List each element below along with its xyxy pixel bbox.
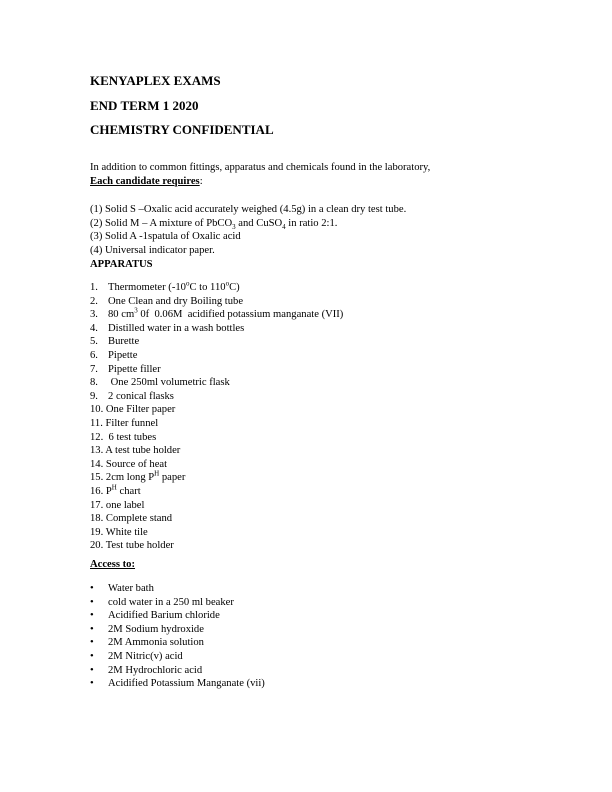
requires-colon: : (199, 175, 203, 187)
item-text: 80 $cm^3$ 0f 0.06M acidified potassium manganate (VII) (108, 306, 344, 321)
item-text: Distilled water in a wash bottles (108, 322, 245, 334)
bullet-icon: • (90, 664, 94, 676)
list-item (90, 636, 265, 650)
list-item (90, 609, 265, 623)
item-text: Thermometer (-10$^o$C to 110$^o$C) (108, 279, 240, 293)
list-item: 12. 6 test tubes (90, 431, 157, 443)
list-item: 11. Filter funnel (90, 417, 159, 429)
apparatus-list (90, 281, 343, 553)
requirement-text: (2) Solid M – A mixture of PbCO (90, 217, 233, 229)
requirement-item: (3) Solid A -1spatula of Oxalic acid (90, 231, 241, 243)
list-item (90, 623, 265, 637)
access-list (90, 582, 265, 691)
bullet-icon: • (90, 637, 94, 649)
bullet-icon: • (90, 623, 94, 635)
list-item: 19. White tile (90, 526, 148, 538)
list-item: 14. Source of heat (90, 458, 168, 470)
list-item: 10. One Filter paper (90, 404, 176, 416)
item-text: One 250ml volumetric flask (108, 377, 230, 389)
item-text: Acidified Potassium Manganate (vii) (108, 678, 265, 690)
list-item (90, 308, 343, 322)
list-item (90, 281, 343, 295)
intro-text: In addition to common fittings, apparatus and chemicals found in the laboratory, (90, 162, 431, 173)
list-item (90, 295, 343, 309)
apparatus-heading: APPARATUS (90, 259, 153, 270)
item-text: Acidified Barium chloride (108, 610, 220, 622)
item-text: 2M Nitric(v) acid (108, 650, 183, 662)
item-text: 2M Hydrochloric acid (108, 664, 203, 676)
item-number: 9. (90, 390, 98, 402)
list-item (90, 582, 265, 596)
bullet-icon: • (90, 583, 94, 594)
requirement-item: (4) Universal indicator paper. (90, 244, 215, 256)
subscript: 4 (282, 222, 286, 231)
item-text: 2M Ammonia solution (108, 637, 204, 649)
item-text: Pipette (108, 349, 138, 361)
header-exam: END TERM 1 2020 (90, 98, 199, 113)
item-number: 3. (90, 309, 98, 321)
intro-block (90, 161, 430, 188)
list-item (90, 596, 265, 610)
list-item (90, 349, 343, 363)
list-item (90, 664, 265, 678)
item-text: Water bath (108, 583, 154, 594)
item-number: 6. (90, 349, 98, 361)
list-item (90, 363, 343, 377)
subscript: 3 (232, 222, 236, 231)
item-number: 8. (90, 377, 98, 389)
item-text: One Clean and dry Boiling tube (108, 295, 244, 307)
item-number: 1. (90, 282, 98, 293)
list-item: 20. Test tube holder (90, 540, 174, 552)
requirement-text: in ratio 2:1. (285, 217, 338, 229)
bullet-icon: • (90, 650, 94, 662)
requirement-text: and CuSO (235, 217, 283, 229)
item-text: 2 conical flasks (108, 390, 174, 402)
bullet-icon: • (90, 678, 94, 690)
header-subject: CHEMISTRY CONFIDENTIAL (90, 122, 274, 137)
requirement-item: (1) Solid S –Oxalic acid accurately weighed (4.5g) in a clean dry test tube. (90, 204, 407, 215)
bullet-icon: • (90, 596, 94, 608)
header-school: KENYAPLEX EXAMS (90, 73, 221, 88)
list-item: 17. one label (90, 499, 145, 511)
item-number: 4. (90, 322, 98, 334)
requires-line (90, 175, 430, 189)
item-number: 7. (90, 363, 98, 375)
list-item (90, 376, 343, 390)
list-item (90, 390, 343, 404)
list-item: 15. 2cm long $P^H$ paper (90, 469, 186, 484)
list-item (90, 650, 265, 664)
requirement-item (90, 217, 406, 231)
list-item: 13. A test tube holder (90, 445, 181, 457)
list-item (90, 335, 343, 349)
list-item (90, 322, 343, 336)
list-item (90, 677, 265, 691)
item-text: 2M Sodium hydroxide (108, 623, 204, 635)
requires-label: Each candidate requires (90, 175, 200, 187)
list-item: 18. Complete stand (90, 513, 173, 525)
item-text: Pipette filler (108, 363, 161, 375)
item-number: 2. (90, 295, 98, 307)
requirements-list (90, 203, 406, 257)
item-text: cold water in a 250 ml beaker (108, 596, 234, 608)
list-item: 16. $P^H$ chart (90, 483, 141, 497)
item-text: Burette (108, 336, 140, 348)
access-heading: Access to: (90, 559, 136, 570)
bullet-icon: • (90, 610, 94, 622)
item-number: 5. (90, 336, 98, 348)
